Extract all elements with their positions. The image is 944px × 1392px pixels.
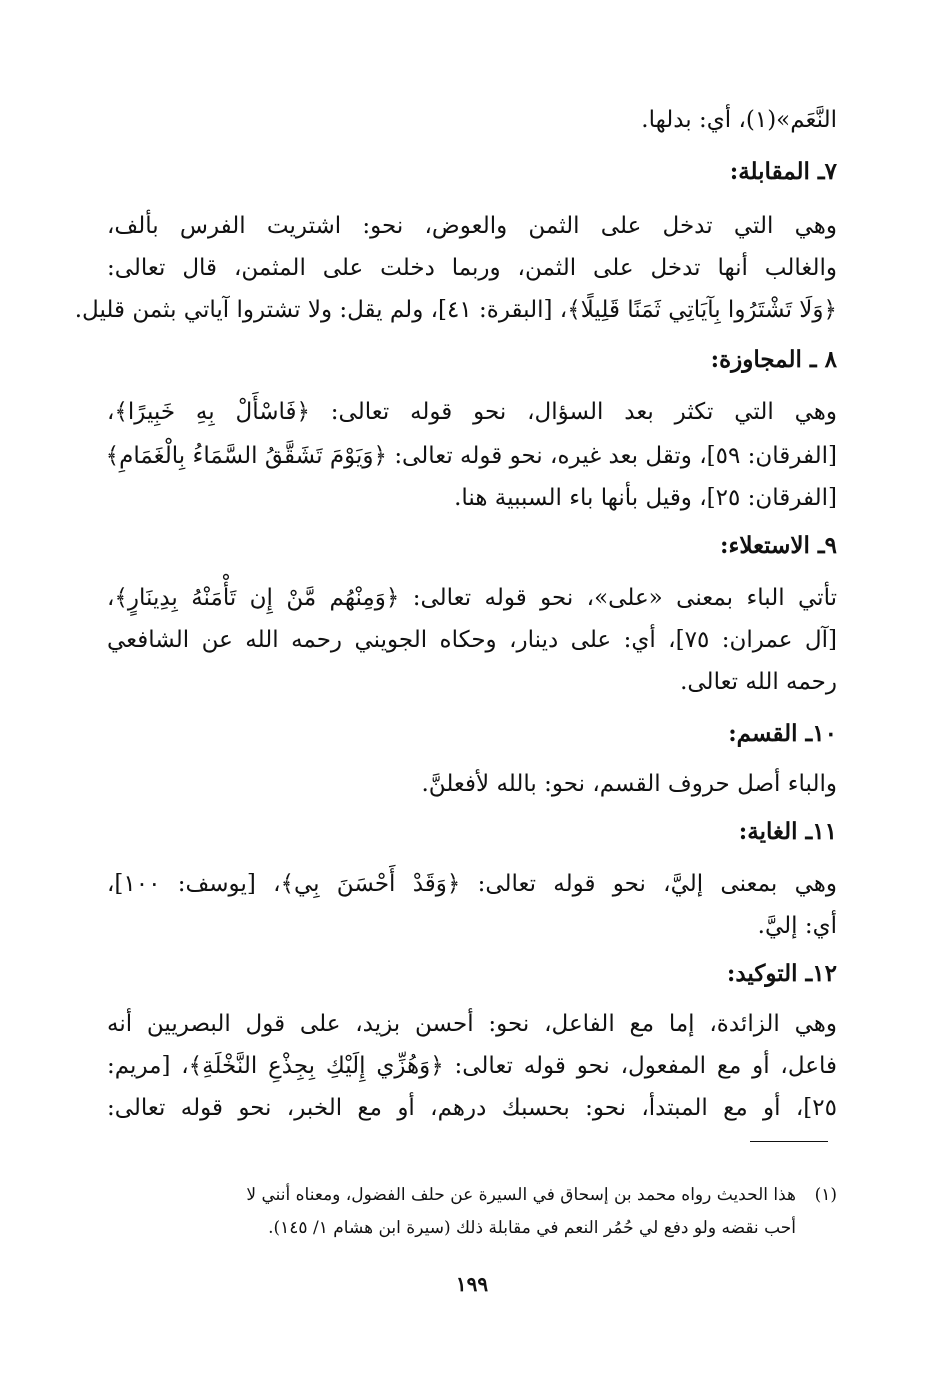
text-line-4: ﴿وَلَا تَشْتَرُوا بِآيَاتِي ثَمَنًا قَلِيلًا﴾، [البقرة: ٤١]، ولم يقل: ولا تشتروا آياتي بثمن قليل.: [74, 297, 837, 323]
footnote-number: (١): [814, 1185, 837, 1205]
text-line-2: وهي التي تدخل على الثمن والعوض، نحو: اشتريت الفرس بألف،: [107, 213, 837, 239]
heading-9-istila: ٩ـ الاستعلاء:: [720, 532, 837, 559]
text-line-3: والغالب أنها تدخل على الثمن، وربما دخلت على المثمن، قال تعالى:: [107, 255, 837, 281]
text-line-13: أي: إليَّ.: [757, 913, 837, 939]
text-line-15: فاعل، أو مع المفعول، نحو قوله تعالى: ﴿وَهُزِّي إِلَيْكِ بِجِذْعِ النَّخْلَةِ﴾، [مريم:: [107, 1053, 837, 1079]
heading-7-muqabala: ٧ـ المقابلة:: [729, 158, 837, 185]
footnote-line-2: أحب نقضه ولو دفع لي حُمُر النعم في مقابلة ذلك (سيرة ابن هشام ١/ ١٤٥).: [268, 1218, 796, 1238]
heading-10-qasam: ١٠ـ القسم:: [728, 720, 837, 747]
page-number: ١٩٩: [455, 1272, 489, 1296]
heading-12-tawkid: ١٢ـ التوكيد:: [726, 960, 837, 987]
text-line-7: [الفرقان: ٢٥]، وقيل بأنها باء السببية هنا.: [454, 485, 837, 511]
heading-8-mujawaza: ٨ ـ المجاوزة:: [710, 346, 837, 373]
heading-11-ghaya: ١١ـ الغاية:: [738, 818, 837, 845]
text-line-5: وهي التي تكثر بعد السؤال، نحو قوله تعالى: ﴿فَاسْأَلْ بِهِ خَبِيرًا﴾،: [107, 399, 837, 425]
footnote-line-1: هذا الحديث رواه محمد بن إسحاق في السيرة عن حلف الفضول، ومعناه أنني لا: [246, 1185, 796, 1205]
text-line-1: النَّعَم»(١)، أي: بدلها.: [641, 107, 837, 133]
text-line-8: تأتي الباء بمعنى «على»، نحو قوله تعالى: ﴿وَمِنْهُم مَّنْ إِن تَأْمَنْهُ بِدِينَارٍ﴾،: [107, 585, 837, 611]
text-line-16: ٢٥]، أو مع المبتدأ، نحو: بحسبك درهم، أو مع الخبر، نحو قوله تعالى:: [107, 1095, 837, 1121]
text-line-10: رحمه الله تعالى.: [680, 669, 837, 695]
text-line-6: [الفرقان: ٥٩]، وتقل بعد غيره، نحو قوله تعالى: ﴿وَيَوْمَ تَشَقَّقُ السَّمَاءُ بِالْغَمَامِ﴾: [105, 443, 837, 469]
footnote-divider: [750, 1141, 828, 1142]
text-line-9: [آل عمران: ٧٥]، أي: على دينار، وحكاه الجويني رحمه الله عن الشافعي: [107, 627, 838, 653]
text-line-11: والباء أصل حروف القسم، نحو: بالله لأفعلنَّ.: [421, 771, 837, 797]
text-line-12: وهي بمعنى إليَّ، نحو قوله تعالى: ﴿وَقَدْ أَحْسَنَ بِي﴾، [يوسف: ١٠٠]،: [107, 871, 837, 897]
text-line-14: وهي الزائدة، إما مع الفاعل، نحو: أحسن بزيد، على قول البصريين أنه: [107, 1011, 837, 1037]
